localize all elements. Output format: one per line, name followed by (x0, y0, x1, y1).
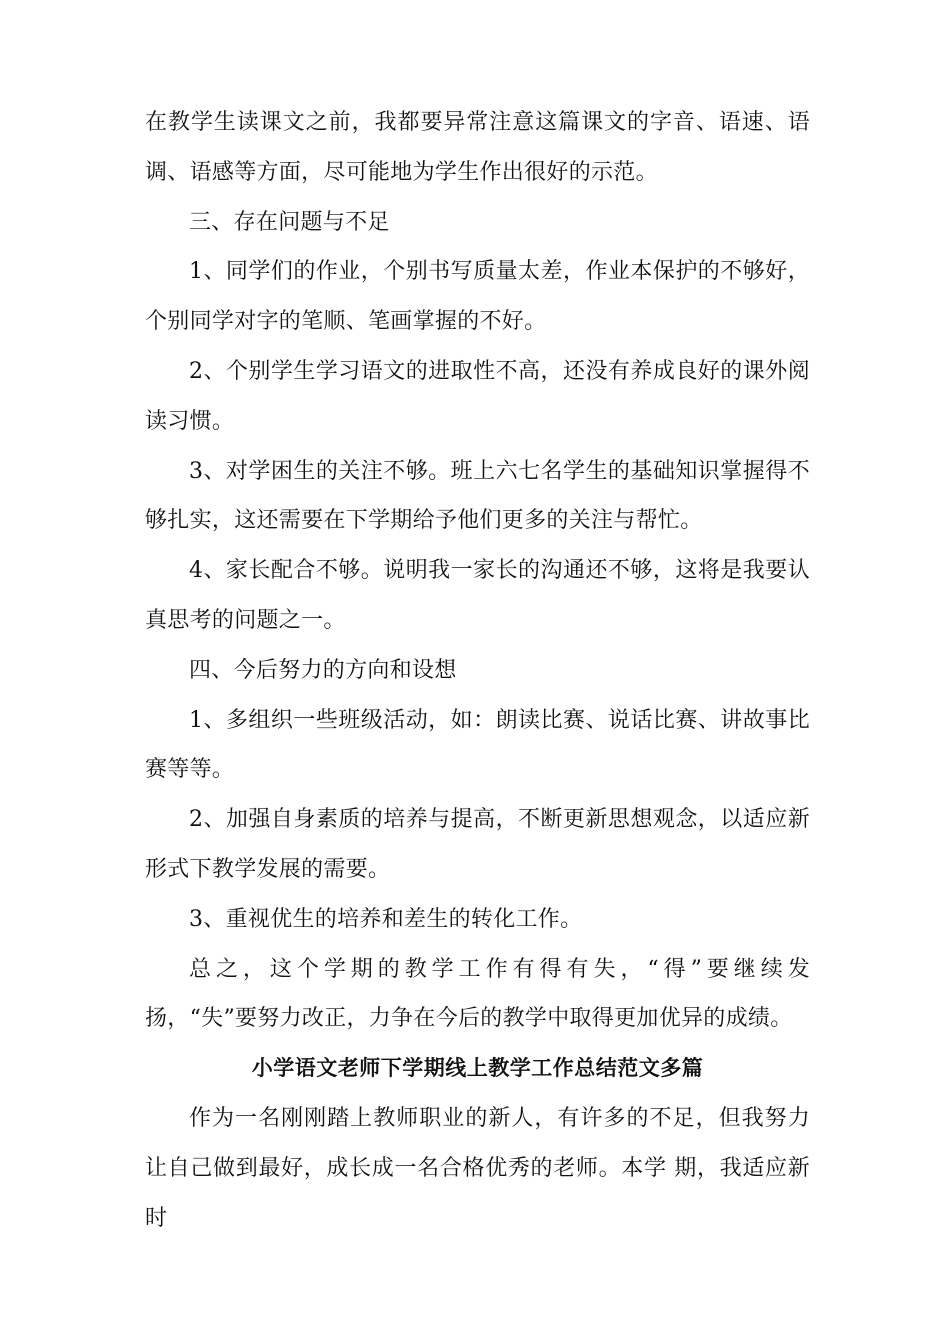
paragraph-conclusion: 总之，这个学期的教学工作有得有失，“得”要继续发扬，“失”要努力改正，力争在今后的教学中取得更加优异的成绩。 (145, 956, 810, 1032)
section-heading-problems: 三、存在问题与不足 (189, 209, 390, 235)
future-item-3: 3、重视优生的培养和差生的转化工作。 (189, 906, 583, 932)
paragraph-reading-demo: 在教学生读课文之前，我都要异常注意这篇课文的字音、语速、语调、语感等方面，尽可能地为学生作出很好的示范。 (145, 110, 810, 185)
future-item-2: 2、加强自身素质的培养与提高，不断更新思想观念，以适应新形式下教学发展的需要。 (145, 807, 810, 882)
article-title: 小学语文老师下学期线上教学工作总结范文多篇 (251, 1056, 704, 1081)
section-heading-future: 四、今后努力的方向和设想 (189, 657, 457, 683)
future-item-1: 1、多组织一些班级活动，如：朗读比赛、说话比赛、讲故事比赛等等。 (145, 707, 810, 783)
problem-item-4: 4、家长配合不够。说明我一家长的沟通还不够，这将是我要认真思考的问题之一。 (145, 558, 810, 633)
problem-item-3: 3、对学困生的关注不够。班上六七名学生的基础知识掌握得不够扎实，这还需要在下学期给予他们更多的关注与帮忙。 (145, 458, 810, 534)
problem-item-1: 1、同学们的作业，个别书写质量太差，作业本保护的不够好，个别同学对字的笔顺、笔画掌握的不好。 (145, 259, 810, 335)
problem-item-2: 2、个别学生学习语文的进取性不高，还没有养成良好的课外阅读习惯。 (145, 358, 810, 434)
document-body (145, 98, 810, 1243)
paragraph-intro: 作为一名刚刚踏上教师职业的新人，有许多的不足，但我努力让自己做到最好，成长成一名合格优秀的老师。本学 期，我适应新时 (145, 1105, 810, 1231)
